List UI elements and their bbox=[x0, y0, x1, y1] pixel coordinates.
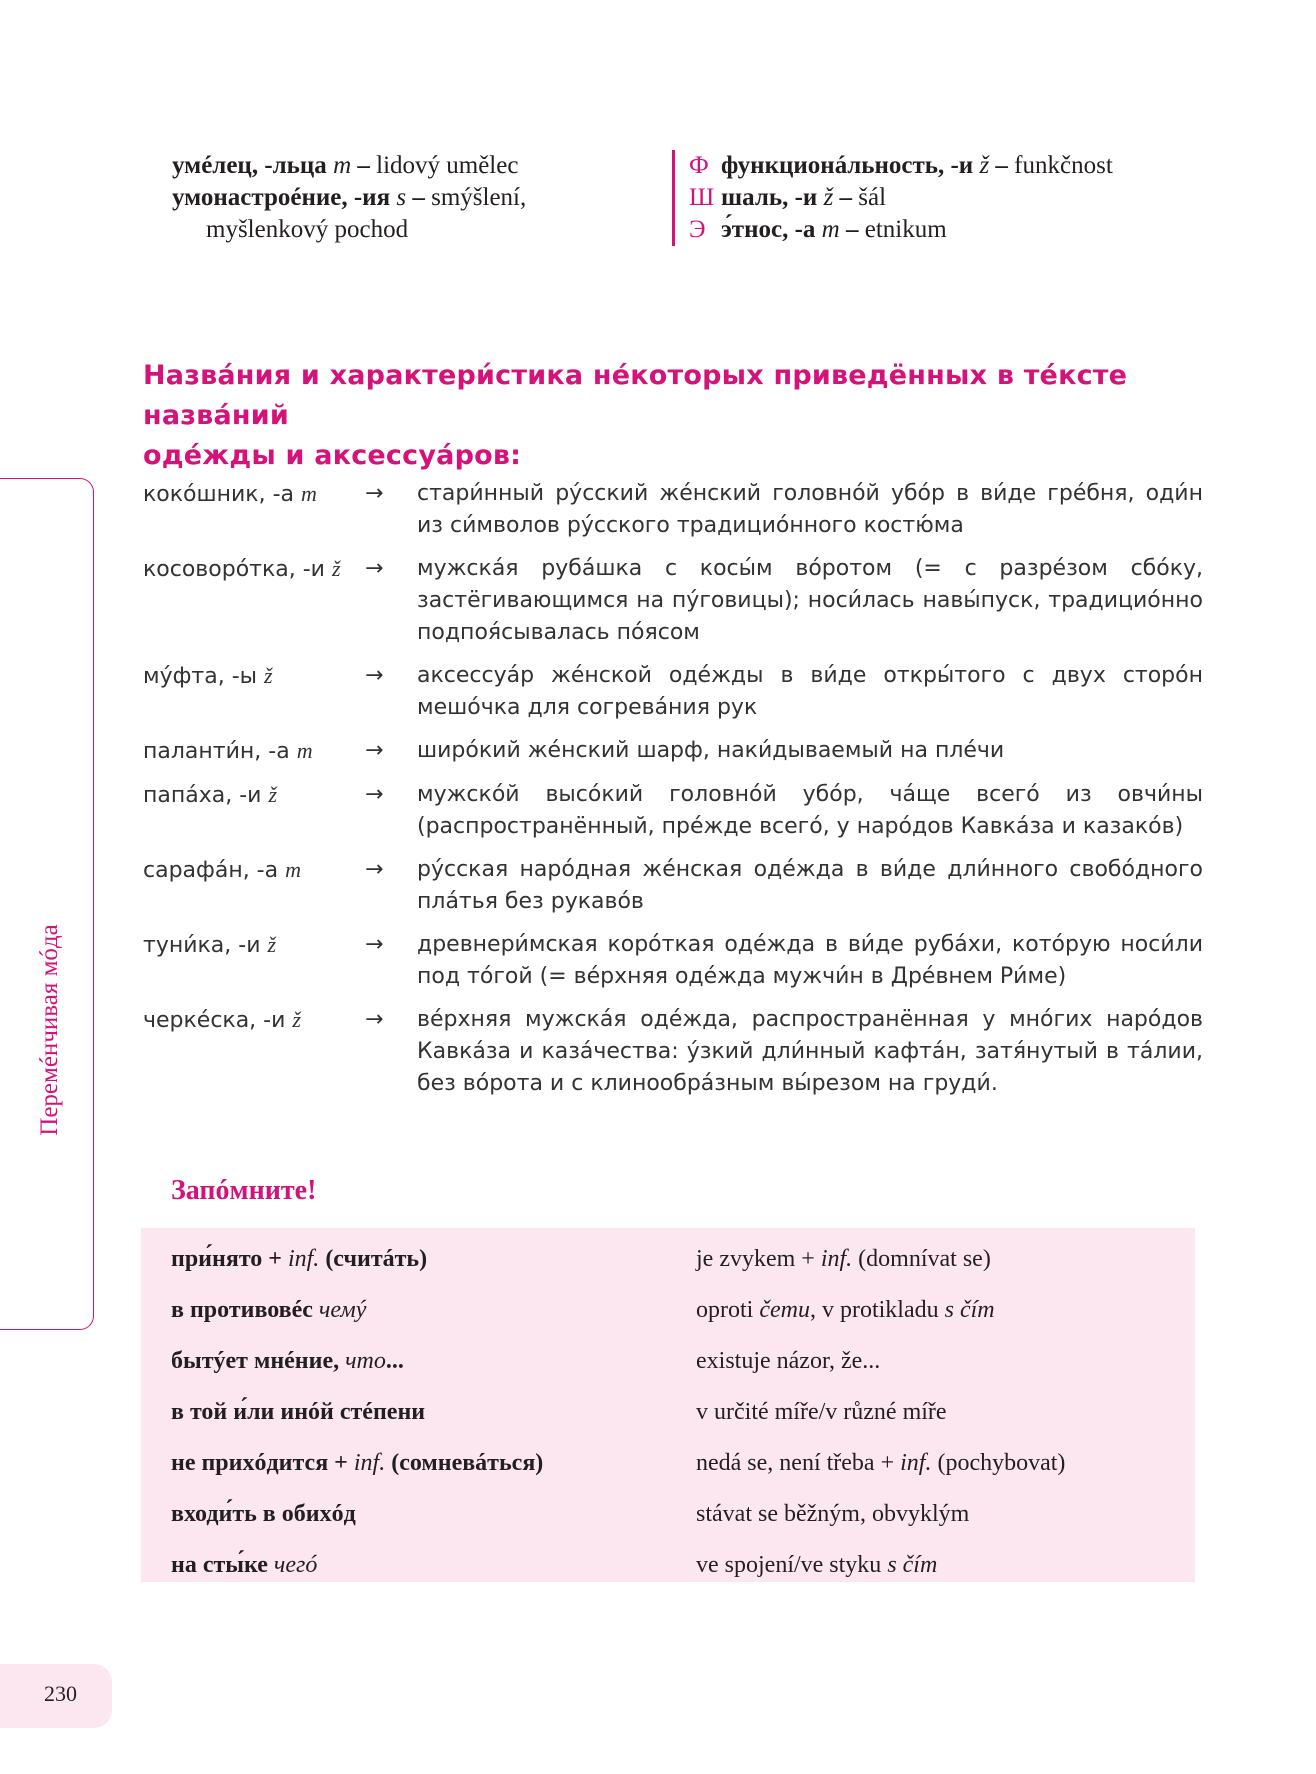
alphabet-letter: Ш bbox=[689, 184, 715, 211]
vocab-entry: умонастроéние, -ия s – smýšlení, myšlenkový pochod bbox=[172, 184, 527, 243]
arrow-icon: → bbox=[365, 738, 384, 763]
vocab-entry: Ш шаль, -и ž – šál bbox=[689, 182, 1249, 214]
vocab-left-column bbox=[172, 150, 612, 246]
clothing-glossary bbox=[143, 478, 1203, 1111]
glossary-row: косоворóтка, -и ž → мужскáя рубáшка с косы́м вóротом (= с разрéзом сбóку, застёгивающимся на пýговицы); носи́лась навы́пуск, традициóнно подпоя́сывалась пóясом bbox=[143, 553, 1203, 649]
glossary-row: туни́ка, -и ž → древнери́мская корóткая одéжда в ви́де рубáхи, котóрую носи́ли под тóгой (= вéрхняя одéжда мужчи́н в Дрéвнем Ри́ме) bbox=[143, 929, 1203, 993]
arrow-icon: → bbox=[365, 782, 384, 807]
arrow-icon: → bbox=[365, 663, 384, 688]
vocab-entry: Ф функционáльность, -и ž – funkčnost bbox=[689, 150, 1249, 182]
arrow-icon: → bbox=[365, 932, 384, 957]
alphabet-letter: Э bbox=[689, 216, 706, 243]
vocab-right-column bbox=[672, 150, 1249, 246]
alphabet-letter: Ф bbox=[689, 152, 709, 179]
vocab-entry: умéлец, -льца m – lidový umělec bbox=[172, 152, 519, 179]
glossary-row: черкéска, -и ž → вéрхняя мужскáя одéжда, распространённая у мнóгих нарóдов Кавкáза и казáчества: ýзкий дли́нный кафтáн, затя́нутый в тáлии, без вóрота и с клинообрáзным вы́резом на груди́. bbox=[143, 1004, 1203, 1100]
arrow-icon: → bbox=[365, 481, 384, 506]
chapter-title: Перемéнчивая мóда bbox=[36, 924, 63, 1136]
glossary-row: сарафáн, -а m → рýсская нарóдная жéнская одéжда в ви́де дли́нного свобóдного плáтья без рукавóв bbox=[143, 854, 1203, 918]
vocab-entry: Э э́тнос, -а m – etnikum bbox=[689, 214, 1249, 246]
page-number: 230 bbox=[44, 1681, 77, 1706]
remember-title: Запóмните! bbox=[171, 1175, 317, 1206]
arrow-icon: → bbox=[365, 1007, 384, 1032]
chapter-side-tab bbox=[0, 478, 94, 1330]
remember-box: при́нято + inf. (считáть) je zvykem + inf. (domnívat se) в противовéс чемý oproti čemu, v protikladu s čím бытýет мнéние, что... existuje názor, že... в той и́ли инóй стéпени v určité míře/v různé míře не прихóдится + inf. (сомневáться) nedá se, není třeba + inf. (pochybovat) входи́ть в обихóд stávat se běžným, obvyklým на сты́ке чегó ve spojení/ve styku s čím bbox=[141, 1228, 1195, 1582]
glossary-row: паланти́н, -а m → ширóкий жéнский шарф, наки́дываемый на плéчи bbox=[143, 735, 1203, 768]
glossary-row: мýфта, -ы ž → аксессуáр жéнской одéжды в ви́де откры́того с двух сторóн мешóчка для согревáния рук bbox=[143, 660, 1203, 724]
arrow-icon: → bbox=[365, 857, 384, 882]
glossary-row: папáха, -и ž → мужскóй высóкий головнóй убóр, чáще всегó из овчи́ны (распространённый, прéжде всегó, у нарóдов Кавкáза и казакóв) bbox=[143, 779, 1203, 843]
arrow-icon: → bbox=[365, 556, 384, 581]
glossary-row: кокóшник, -а m → стари́нный рýсский жéнский головнóй убóр в ви́де грéбня, оди́н из си́мволов рýсского традициóнного костю́ма bbox=[143, 478, 1203, 542]
section-heading: Назвáния и характери́стика нéкоторых приведённых в тéксте назвáний одéжды и аксессуáров: bbox=[143, 360, 1128, 471]
